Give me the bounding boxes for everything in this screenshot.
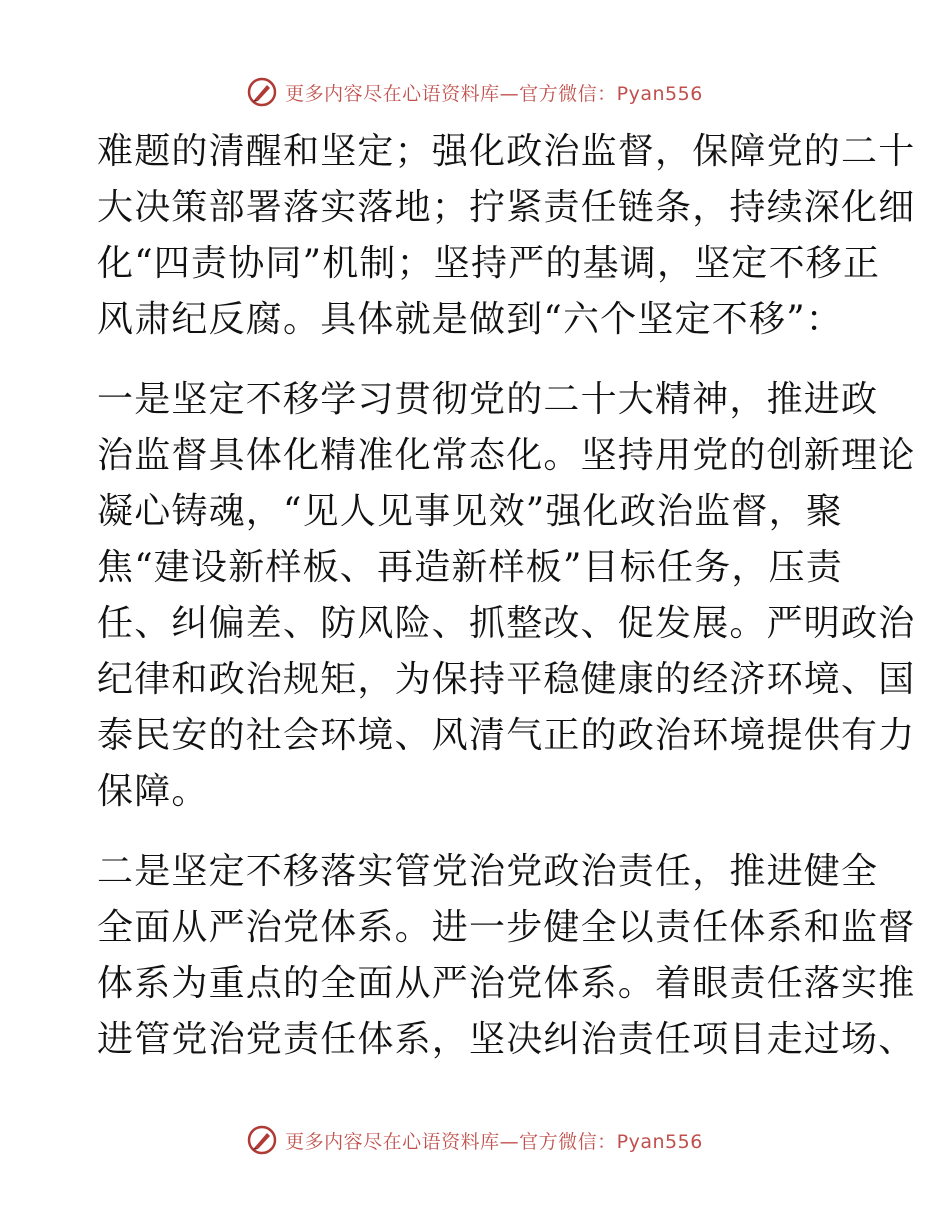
text-line: 风肃纪反腐。具体就是做到“六个坚定不移”： [97,299,844,340]
text-line: 全面从严治党体系。进一步健全以责任体系和监督 [97,907,916,948]
text-line: 二是坚定不移落实管党治党政治责任，推进健全 [97,851,879,892]
paragraph-2 [97,372,916,820]
text-line: 化“四责协同”机制；坚持严的基调，坚定不移正 [97,243,881,284]
text-line: 治监督具体化精准化常态化。坚持用党的创新理论 [97,435,916,476]
text-line: 体系为重点的全面从严治党体系。着眼责任落实推 [97,963,916,1004]
paragraph-1 [97,124,916,348]
logo-icon [247,1125,277,1155]
logo-icon [247,77,277,107]
text-line: 一是坚定不移学习贯彻党的二十大精神，推进政 [97,379,879,420]
paragraph-3 [97,844,916,1068]
footer-banner [0,1120,950,1160]
text-line: 难题的清醒和坚定；强化政治监督，保障党的二十 [97,131,916,172]
text-line: 凝心铸魂，“见人见事见效”强化政治监督，聚 [97,491,844,532]
document-body [97,124,916,1068]
text-line: 焦“建设新样板、再造新样板”目标任务，压责 [97,547,844,588]
text-line: 纪律和政治规矩，为保持平稳健康的经济环境、国 [97,659,916,700]
header-banner-text: 更多内容尽在心语资料库—官方微信：Pyan556 [285,82,703,105]
header-banner [0,72,950,112]
text-line: 大决策部署落实落地；拧紧责任链条，持续深化细 [97,187,916,228]
text-line: 进管党治党责任体系，坚决纠治责任项目走过场、 [97,1019,916,1060]
footer-banner-text: 更多内容尽在心语资料库—官方微信：Pyan556 [285,1130,703,1153]
text-line: 任、纠偏差、防风险、抓整改、促发展。严明政治 [97,603,916,644]
text-line: 保障。 [97,771,209,812]
text-line: 泰民安的社会环境、风清气正的政治环境提供有力 [97,715,916,756]
